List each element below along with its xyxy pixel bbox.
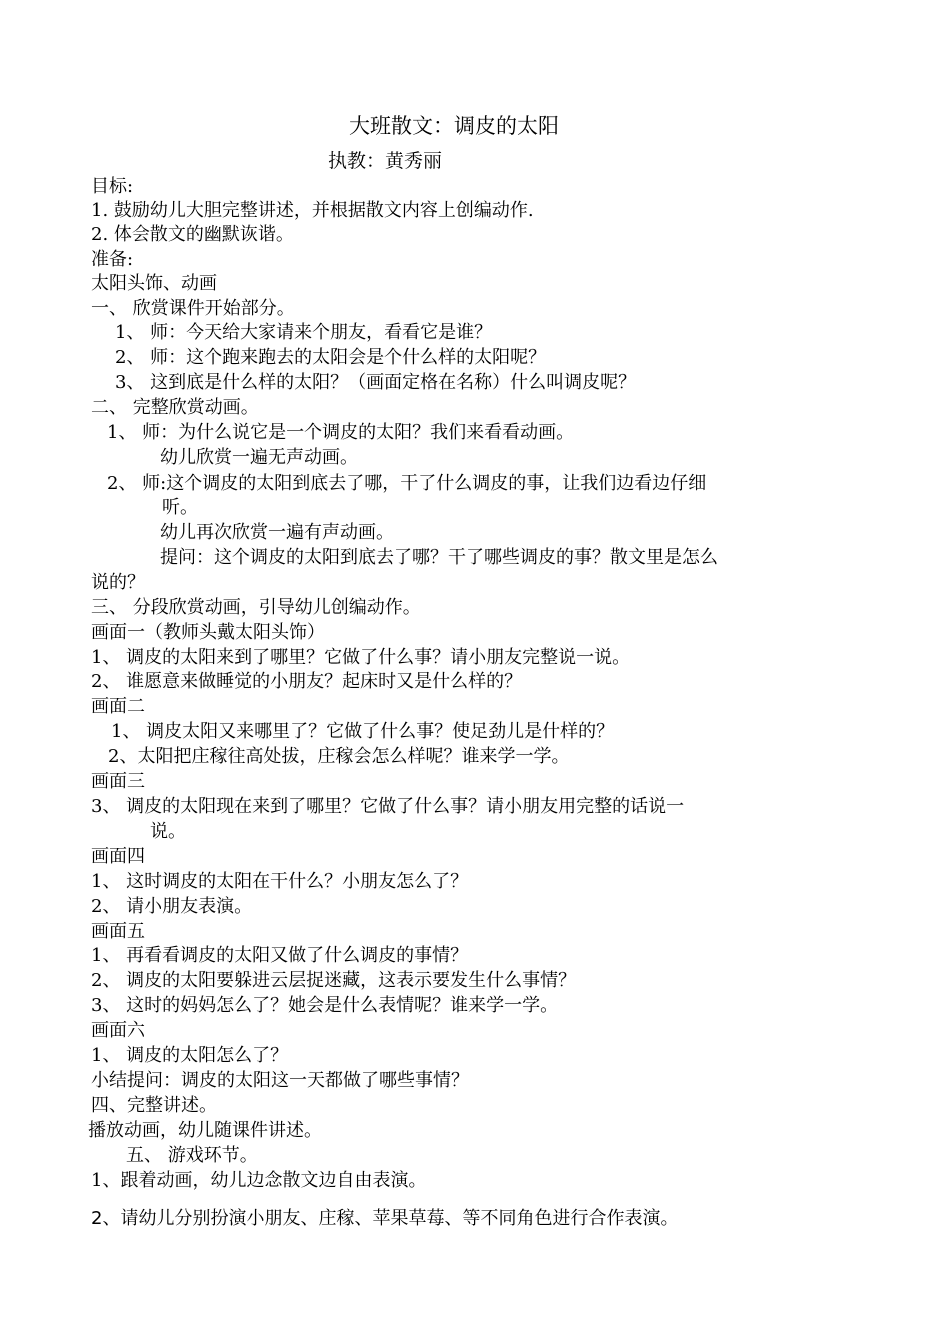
section-heading-5: 五、 游戏环节。	[126, 1145, 258, 1166]
section-heading-goals: 目标:	[91, 176, 134, 197]
list-item: 1、跟着动画，幼儿边念散文边自由表演。	[91, 1170, 427, 1191]
summary-question: 小结提问：调皮的太阳这一天都做了哪些事情？	[91, 1070, 469, 1091]
list-item: 1、 调皮的太阳怎么了？	[91, 1045, 289, 1066]
scene-heading: 画面五	[91, 921, 145, 942]
section-heading-4: 四、完整讲述。	[91, 1095, 217, 1116]
goal-item: 1. 鼓励幼儿大胆完整讲述，并根据散文内容上创编动作.	[91, 200, 534, 221]
list-item: 3、 这时的妈妈怎么了？她会是什么表情呢？谁来学一学。	[91, 995, 559, 1016]
scene-heading: 画面一（教师头戴太阳头饰）	[91, 622, 325, 643]
scene-heading: 画面二	[91, 696, 145, 717]
section-heading-preparation: 准备:	[91, 249, 134, 270]
teacher-byline: 执教：黄秀丽	[328, 150, 443, 172]
goal-item: 2. 体会散文的幽默诙谐。	[91, 224, 294, 245]
paragraph-text: 幼儿欣赏一遍无声动画。	[160, 447, 358, 468]
list-item: 2、 调皮的太阳要躲进云层捉迷藏，这表示要发生什么事情？	[91, 970, 577, 991]
paragraph-text: 幼儿再次欣赏一遍有声动画。	[160, 522, 394, 543]
paragraph-text: 提问：这个调皮的太阳到底去了哪？干了哪些调皮的事？散文里是怎么	[160, 547, 718, 568]
list-item: 1、 调皮太阳又来哪里了？它做了什么事？使足劲儿是什样的？	[111, 721, 615, 742]
list-item: 2、太阳把庄稼往高处拔，庄稼会怎么样呢？谁来学一学。	[108, 746, 570, 767]
list-item: 3、 调皮的太阳现在来到了哪里？它做了什么事？请小朋友用完整的话说一	[91, 796, 685, 817]
scene-heading: 画面六	[91, 1020, 145, 1041]
list-item: 3、 这到底是什么样的太阳？（画面定格在名称）什么叫调皮呢？	[115, 372, 637, 393]
preparation-text: 太阳头饰、动画	[91, 273, 217, 294]
scene-heading: 画面三	[91, 771, 145, 792]
paragraph-continuation: 说的？	[91, 572, 145, 593]
list-item: 1、 师：今天给大家请来个朋友，看看它是谁？	[115, 322, 493, 343]
section-heading-3: 三、 分段欣赏动画，引导幼儿创编动作。	[91, 597, 421, 618]
list-item: 2、 请小朋友表演。	[91, 896, 253, 917]
list-item: 2、 谁愿意来做睡觉的小朋友？起床时又是什么样的？	[91, 671, 523, 692]
document-title: 大班散文：调皮的太阳	[349, 114, 559, 138]
list-item: 2、请幼儿分别扮演小朋友、庄稼、苹果草莓、等不同角色进行合作表演。	[91, 1208, 679, 1229]
list-item: 1、 再看看调皮的太阳又做了什么调皮的事情？	[91, 945, 469, 966]
list-item-continuation: 说。	[150, 821, 186, 842]
scene-heading: 画面四	[91, 846, 145, 867]
paragraph-text: 播放动画，幼儿随课件讲述。	[88, 1120, 322, 1141]
list-item: 1、 这时调皮的太阳在干什么？小朋友怎么了？	[91, 871, 469, 892]
section-heading-2: 二、 完整欣赏动画。	[91, 397, 259, 418]
section-heading-1: 一、 欣赏课件开始部分。	[91, 298, 295, 319]
list-item: 2、 师:这个调皮的太阳到底去了哪，干了什么调皮的事，让我们边看边仔细	[107, 473, 707, 494]
list-item: 1、 师：为什么说它是一个调皮的太阳？我们来看看动画。	[107, 422, 575, 443]
list-item: 2、 师：这个跑来跑去的太阳会是个什么样的太阳呢？	[115, 347, 547, 368]
list-item-continuation: 听。	[162, 497, 198, 518]
list-item: 1、 调皮的太阳来到了哪里？它做了什么事？请小朋友完整说一说。	[91, 647, 631, 668]
